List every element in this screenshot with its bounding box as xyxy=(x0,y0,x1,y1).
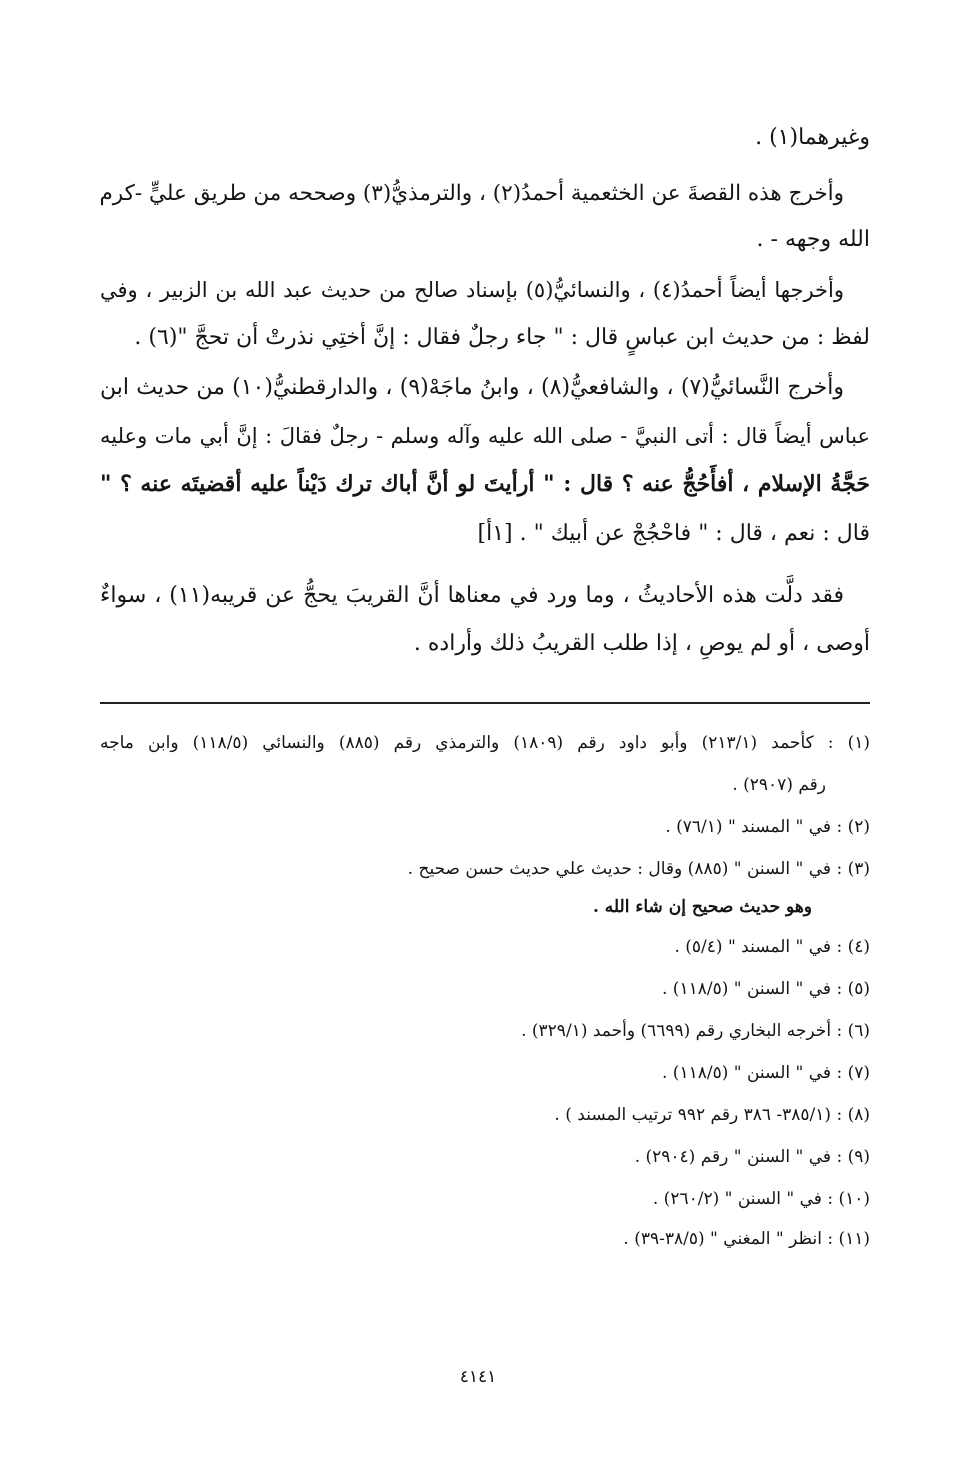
footnote-7: (٧) : في " السنن " (١١٨/٥) . xyxy=(662,1063,870,1083)
main-line-5: لفظ : من حديث ابن عباسٍ قال : " جاء رجلٌ فقال : إنَّ أختِي نذرتْ أن تحجَّ "(٦) . xyxy=(134,325,870,350)
footnote-3-remark: وهو حديث صحيح إن شاء الله . xyxy=(592,897,812,917)
footnote-2: (٢) : في " المسند " (٧٦/١) . xyxy=(665,817,870,837)
footnote-6: (٦) : أخرجه البخاري رقم (٦٦٩٩) وأحمد (٣٢٩/١) . xyxy=(521,1021,870,1041)
main-line-11: أوصى ، أو لم يوصِ ، إذا طلب القريبُ ذلك وأراده . xyxy=(413,631,870,656)
main-line-8: حَجَّةُ الإسلام ، أفأَحُجُّ عنه ؟ قال : " أرأيتَ لو أنَّ أباك ترك دَيْناً عليه أقضيتَه عنه ؟ " xyxy=(100,471,870,497)
footnote-4: (٤) : في " المسند " (٥/٤) . xyxy=(674,937,870,957)
footnote-11: (١١) : انظر " المغني " (٣٨/٥-٣٩) . xyxy=(623,1229,870,1249)
main-line-6: وأخرج النَّسائيُّ(٧) ، والشافعيُّ(٨) ، وابنُ ماجَهْ(٩) ، والدارقطنيُّ(١٠) من حديث ابن xyxy=(100,375,845,400)
footnote-1: (١) : كأحمد (٢١٣/١) وأبو داود رقم (١٨٠٩) والترمذي رقم (٨٨٥) والنسائي (١١٨/٥) وابن ماجه xyxy=(100,733,870,753)
footnote-3: (٣) : في " السنن " (٨٨٥) وقال : حديث علي حديث حسن صحيح . xyxy=(407,859,870,879)
main-line-1: وغيرهما(١) . xyxy=(755,125,870,150)
main-line-4: وأخرجها أيضاً أحمدُ(٤) ، والنسائيُّ(٥) بإسناد صالح من حديث عبد الله بن الزبير ، وفي xyxy=(100,278,844,302)
footnote-10: (١٠) : في " السنن " (٢٦٠/٢) . xyxy=(652,1189,870,1209)
main-line-10: فقد دلَّت هذه الأحاديثُ ، وما ورد في معناها أنَّ القريبَ يحجُّ عن قريبه(١١) ، سواءٌ xyxy=(100,583,844,608)
footnote-5: (٥) : في " السنن " (١١٨/٥) . xyxy=(662,979,870,999)
footnote-9: (٩) : في " السنن " رقم (٢٩٠٤) . xyxy=(634,1147,870,1167)
main-line-3: الله وجهه - . xyxy=(756,227,870,252)
main-line-9: قال : نعم ، قال : " فاحْجُجْ عن أبيك " . [١أ] xyxy=(477,521,870,546)
footnote-8: (٨) : (٣٨٥/١- ٣٨٦ رقم ٩٩٢ ترتيب المسند ) . xyxy=(554,1105,870,1125)
main-line-7: عباس أيضاً قال : أتى النبيَّ - صلى الله عليه وآله وسلم - رجلٌ فقالَ : إنَّ أبي مات وعليه xyxy=(100,424,870,448)
footnote-separator xyxy=(100,702,870,704)
page-number: ٤١٤١ xyxy=(459,1367,497,1387)
footnote-1-cont: رقم (٢٩٠٧) . xyxy=(732,775,826,795)
main-line-2: وأخرج هذه القصةَ عن الخثعمية أحمدُ(٢) ، والترمذيُّ(٣) وصححه من طريق عليٍّ -كرم xyxy=(99,181,844,206)
